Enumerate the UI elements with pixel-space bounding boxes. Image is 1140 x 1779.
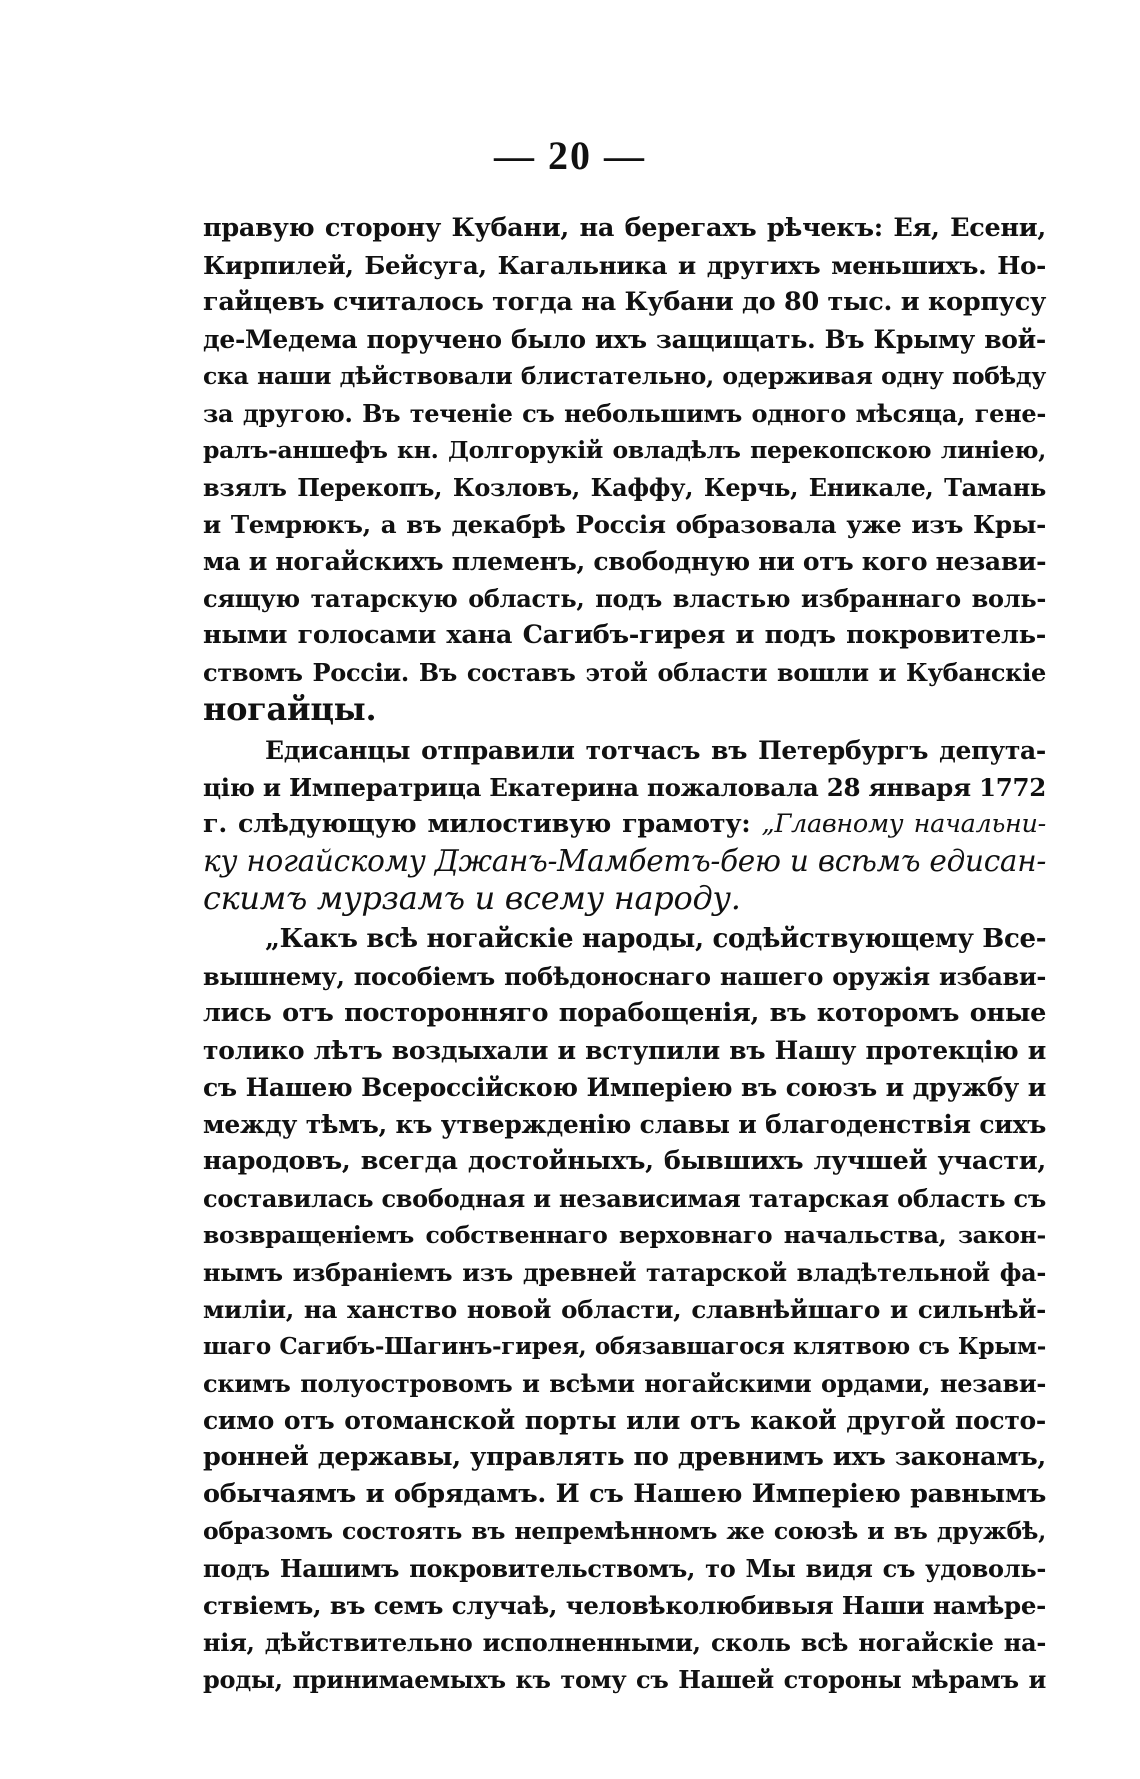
text-line: за другою. Въ теченіе съ небольшимъ одного мѣсяца, гене- xyxy=(203,399,1046,428)
text-line-with-heading xyxy=(203,806,1046,843)
body-text xyxy=(203,210,1046,1698)
text-line: обычаямъ и обрядамъ. И съ Нашею Имперіею равнымъ xyxy=(203,1479,1046,1509)
text-line: нія, дѣйствительно исполненными, сколь всѣ ногайскіе на- xyxy=(203,1628,1046,1657)
text-line: скимъ полуостровомъ и всѣми ногайскими ордами, незави- xyxy=(203,1369,1046,1398)
charter-heading-start: „Главному начальни- xyxy=(761,809,1046,839)
text-line: Едисанцы отправили тотчасъ въ Петербургъ депута- xyxy=(265,736,1046,765)
text-line: возвращеніемъ собственнаго верховнаго начальства, закон- xyxy=(203,1221,1046,1249)
paragraph-2 xyxy=(203,732,1046,917)
text-line: роды, принимаемыхъ къ тому съ Нашей стороны мѣрамъ и xyxy=(203,1665,1046,1694)
text-line: гайцевъ считалось тогда на Кубани до 80 тыс. и корпусу xyxy=(203,287,1046,317)
text-line: съ Нашею Всероссійскою Имперіею въ союзъ и дружбу и xyxy=(203,1073,1046,1102)
text-line: ралъ-аншефъ кн. Долгорукій овладѣлъ перекопскою линіею, xyxy=(203,436,1046,464)
text-line: ногайцы. xyxy=(203,690,377,728)
text-line: народовъ, всегда достойныхъ, бывшихъ лучшей участи, xyxy=(203,1146,1046,1176)
text-line: симо отъ отоманской порты или отъ какой другой посто- xyxy=(203,1406,1046,1435)
text-line: вышнему, пособіемъ побѣдоноснаго нашего оружія избави- xyxy=(203,962,1046,991)
paragraph-1 xyxy=(203,210,1046,728)
text-line: ствіемъ, въ семъ случаѣ, человѣколюбивыя Наши намѣре- xyxy=(203,1591,1046,1620)
text-line: „Какъ всѣ ногайскіе народы, содѣйствующему Все- xyxy=(265,924,1047,954)
text-line: правую сторону Кубани, на берегахъ рѣчекъ: Ея, Есени, xyxy=(203,213,1046,243)
text-line: ска наши дѣйствовали блистательно, одерживая одну побѣду xyxy=(203,362,1046,390)
charter-heading-line: ку ногайскому Джанъ-Мамбетъ-бею и всѣмъ едисан- xyxy=(203,844,1046,878)
text-line: Кирпилей, Бейсуга, Кагальника и другихъ меньшихъ. Но- xyxy=(203,251,1046,280)
text-line: сящую татарскую область, подъ властью избраннаго воль- xyxy=(203,584,1046,613)
text-line: составилась свободная и независимая татарская область съ xyxy=(203,1184,1046,1213)
text-line: шаго Сагибъ-Шагинъ-гирея, обязавшагося клятвою съ Крым- xyxy=(203,1333,1046,1360)
page-number: — 20 — xyxy=(494,133,646,178)
text-line: ствомъ Россіи. Въ составъ этой области вошли и Кубанскіе xyxy=(203,658,1046,687)
text-line: де-Медема поручено было ихъ защищать. Въ Крыму вой- xyxy=(203,325,1046,354)
text-line: цію и Императрица Екатерина пожаловала 28 января 1772 xyxy=(203,773,1047,802)
text-line: образомъ состоять въ непремѣнномъ же союзѣ и въ дружбѣ, xyxy=(203,1517,1046,1545)
text-line: г. слѣдующую милостивую грамоту: xyxy=(203,809,751,839)
text-line: взялъ Перекопъ, Козловъ, Каффу, Керчь, Еникале, Тамань xyxy=(203,473,1046,502)
text-line: и Темрюкъ, а въ декабрѣ Россія образовала уже изъ Кры- xyxy=(203,510,1046,539)
text-line: толико лѣтъ воздыхали и вступили въ Нашу протекцію и xyxy=(203,1036,1046,1065)
paragraph-3 xyxy=(203,921,1046,1698)
text-line: ными голосами хана Сагибъ-гирея и подъ покровитель- xyxy=(203,620,1046,650)
text-line: нымъ избраніемъ изъ древней татарской владѣтельной фа- xyxy=(203,1258,1046,1287)
charter-heading-line: скимъ мурзамъ и всему народу. xyxy=(203,879,741,917)
text-line: между тѣмъ, къ утвержденію славы и благоденствія сихъ xyxy=(203,1110,1046,1139)
text-line: миліи, на ханство новой области, славнѣйшаго и сильнѣй- xyxy=(203,1295,1046,1324)
text-line: ма и ногайскихъ племенъ, свободную ни отъ кого незави- xyxy=(203,547,1047,576)
text-line: лись отъ посторонняго порабощенія, въ которомъ оные xyxy=(203,998,1046,1028)
text-line: ронней державы, управлять по древнимъ ихъ законамъ, xyxy=(203,1442,1046,1472)
text-line: подъ Нашимъ покровительствомъ, то Мы видя съ удоволь- xyxy=(203,1554,1046,1583)
